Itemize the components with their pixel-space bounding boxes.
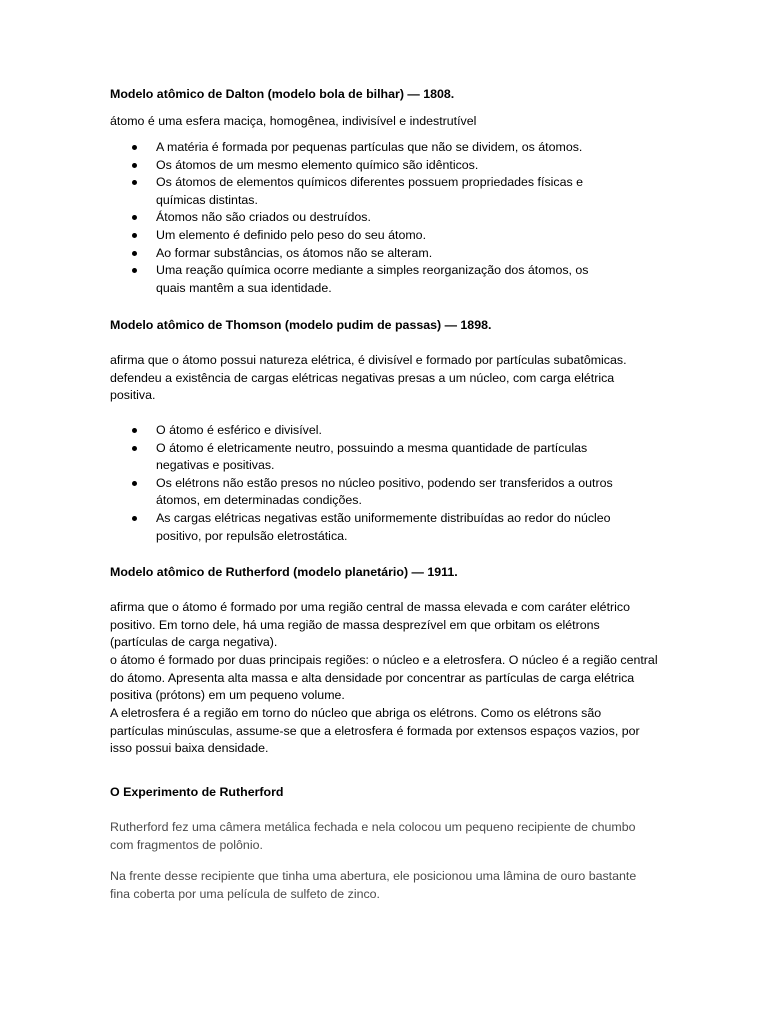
list-item: Os átomos de elementos químicos diferentes possuem propriedades físicas e químicas distintas. xyxy=(110,174,620,209)
bullet-icon xyxy=(132,516,137,521)
rutherford-paragraph-2: o átomo é formado por duas principais regiões: o núcleo e a eletrosfera. O núcleo é a região central do átomo. Apresenta alta massa e alta densidade por concentrar as partículas de carga elétrica positiva (prótons) em um pequeno volume. xyxy=(110,653,658,703)
dalton-intro: átomo é uma esfera maciça, homogênea, indivisível e indestrutível xyxy=(110,114,477,128)
bullet-icon xyxy=(132,251,137,256)
experiment-paragraph-1: Rutherford fez uma câmera metálica fechada e nela colocou um pequeno recipiente de chumbo com fragmentos de polônio. xyxy=(110,820,636,852)
list-item: As cargas elétricas negativas estão uniformemente distribuídas ao redor do núcleo positivo, por repulsão eletrostática. xyxy=(110,510,620,545)
thomson-heading: Modelo atômico de Thomson (modelo pudim de passas) — 1898. xyxy=(110,318,492,332)
bullet-icon xyxy=(132,428,137,433)
bullet-icon xyxy=(132,446,137,451)
list-item: O átomo é eletricamente neutro, possuindo a mesma quantidade de partículas negativas e positivas. xyxy=(110,440,620,475)
bullet-icon xyxy=(132,215,137,220)
list-item: Uma reação química ocorre mediante a simples reorganização dos átomos, os quais mantêm a sua identidade. xyxy=(110,262,620,297)
rutherford-paragraph-3: A eletrosfera é a região em torno do núcleo que abriga os elétrons. Como os elétrons são partículas minúsculas, assume-se que a eletrosfera é formada por extensos espaços vazios, por isso possui baixa densidade. xyxy=(110,706,640,756)
bullet-icon xyxy=(132,268,137,273)
bullet-icon xyxy=(132,163,137,168)
list-item: A matéria é formada por pequenas partículas que não se dividem, os átomos. xyxy=(110,139,620,157)
list-item: Ao formar substâncias, os átomos não se alteram. xyxy=(110,245,620,263)
thomson-bullet-list xyxy=(110,422,620,545)
thomson-intro: afirma que o átomo possui natureza elétrica, é divisível e formado por partículas subatômicas. defendeu a existência de cargas elétricas negativas presas a um núcleo, com carga elétrica positiva. xyxy=(110,353,627,403)
experiment-heading: O Experimento de Rutherford xyxy=(110,785,284,799)
rutherford-paragraph-1: afirma que o átomo é formado por uma região central de massa elevada e com caráter elétrico positivo. Em torno dele, há uma região de massa desprezível em que orbitam os elétrons (partículas de carga negativa). xyxy=(110,600,630,650)
list-item: Os elétrons não estão presos no núcleo positivo, podendo ser transferidos a outros átomos, em determinadas condições. xyxy=(110,475,620,510)
bullet-icon xyxy=(132,233,137,238)
bullet-icon xyxy=(132,481,137,486)
bullet-icon xyxy=(132,180,137,185)
list-item: Os átomos de um mesmo elemento químico são idênticos. xyxy=(110,157,620,175)
dalton-bullet-list xyxy=(110,139,620,297)
list-item: Um elemento é definido pelo peso do seu átomo. xyxy=(110,227,620,245)
list-item: Átomos não são criados ou destruídos. xyxy=(110,209,620,227)
experiment-paragraph-2: Na frente desse recipiente que tinha uma abertura, ele posicionou uma lâmina de ouro bastante fina coberta por uma película de sulfeto de zinco. xyxy=(110,869,637,901)
bullet-icon xyxy=(132,145,137,150)
dalton-heading: Modelo atômico de Dalton (modelo bola de bilhar) — 1808. xyxy=(110,87,455,101)
list-item: O átomo é esférico e divisível. xyxy=(110,422,620,440)
rutherford-heading: Modelo atômico de Rutherford (modelo planetário) — 1911. xyxy=(110,565,458,579)
